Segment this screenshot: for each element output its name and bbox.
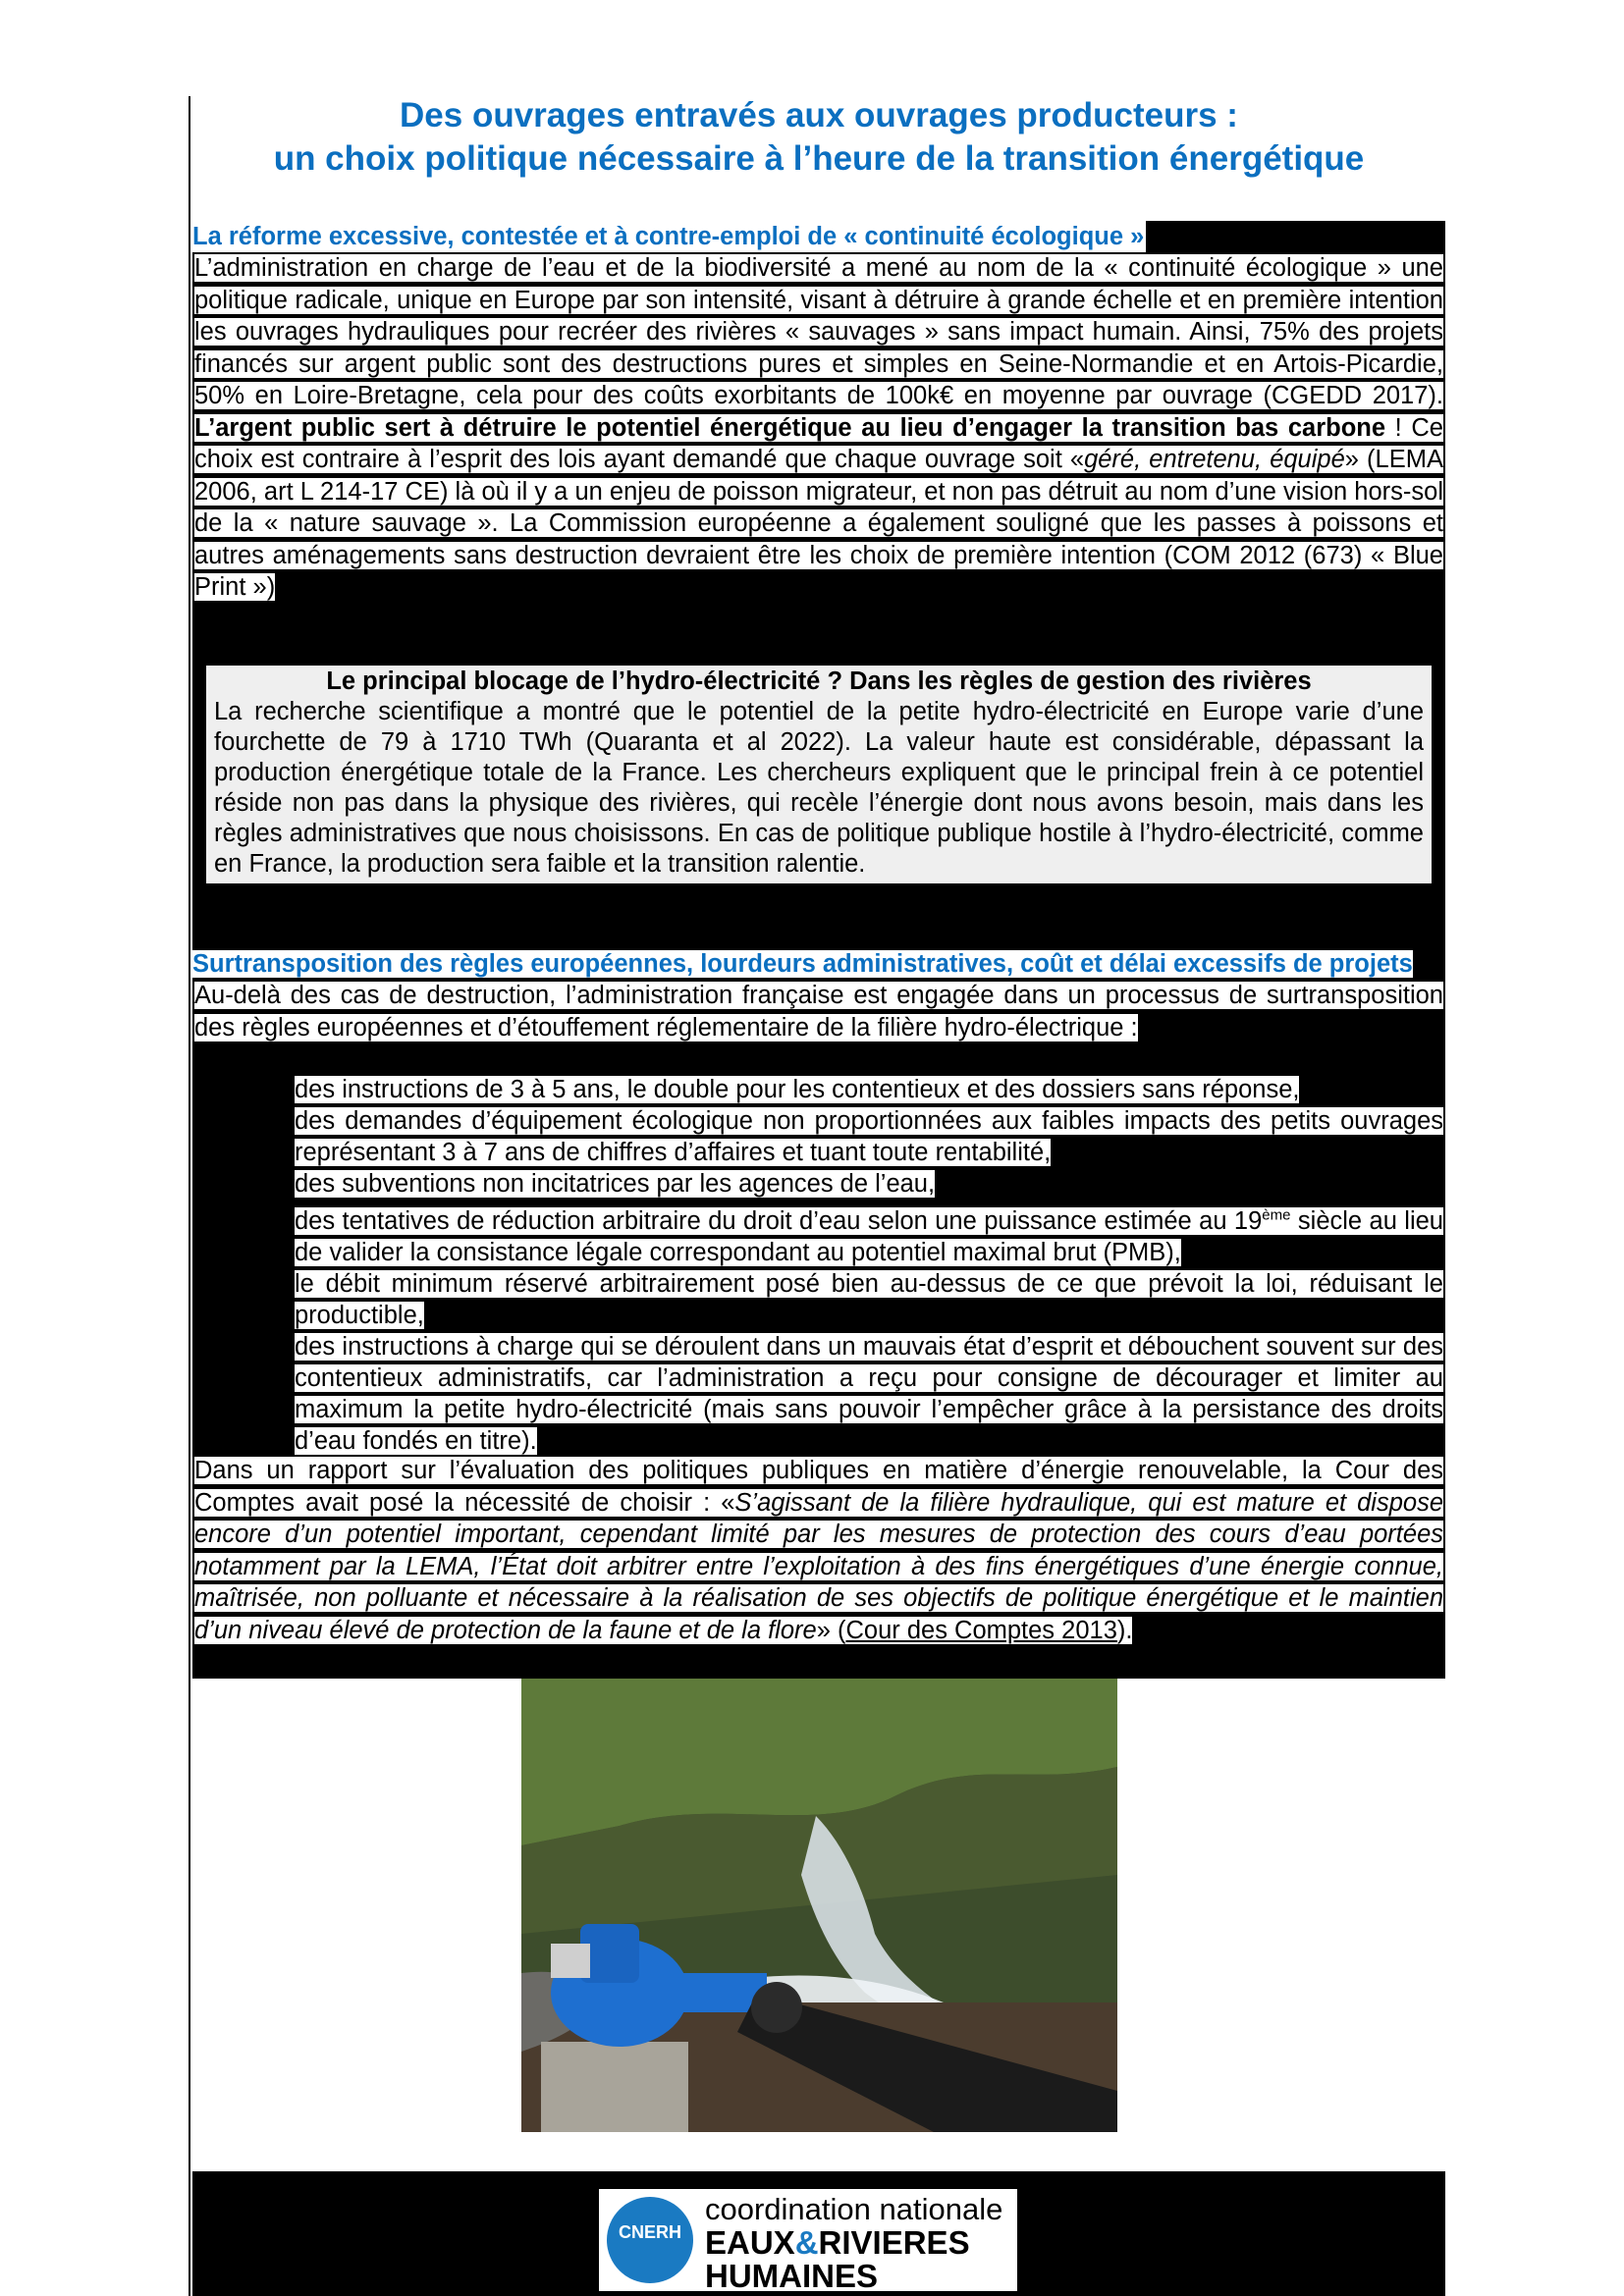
section-continuite <box>192 221 1445 604</box>
info-box-inner <box>206 666 1432 883</box>
section-1-text-a: L’administration en charge de l’eau et de la biodiversité a mené au nom de la « continuité écologique » une politique radicale, unique en Europe par son intensité, visant à détruire à grande échelle et en première intention les ouvrages hydrauliques pour recréer des rivières « sauvages » sans impact humain. Ainsi, 75% des projets financés sur argent public sont des destructions pures et simples en Seine-Normandie et en Artois-Picardie, 50% en Loire-Bretagne, cela pour des coûts exorbitants de 100k€ en moyenne par ouvrage (CGEDD 2017). <box>194 254 1443 409</box>
closing-text-c: ). <box>1116 1616 1133 1644</box>
list-item-droit-sup: ème <box>1262 1206 1291 1223</box>
turbine-photo-illustration <box>521 1679 1117 2132</box>
cour-des-comptes-paragraph <box>192 1455 1445 1646</box>
section-1-text-c: » (LEMA 2006, art L 214-17 CE) là où il y a un enjeu de poisson migrateur, et non pas détruit au nom d’une vision hors-sol de la « nature sauvage ». La Commission européenne a également souligné que les passes à poissons et autres aménagements sans destruction devraient être les choix de première intention (COM 2012 (673) « Blue Print ») <box>194 446 1443 601</box>
footer-band <box>192 2171 1445 2296</box>
section-2-intro: Au-delà des cas de destruction, l’administration française est engagée dans un processus de surtransposition des règles européennes et d’étouffement réglementaire de la filière hydro-électrique : <box>194 982 1443 1041</box>
list-item-text: des demandes d’équipement écologique non proportionnées aux faibles impacts des petits ouvrages représentant 3 à 7 ans de chiffres d’affaires et tuant toute rentabilité, <box>295 1107 1443 1166</box>
logo-wordmark <box>705 2193 1002 2293</box>
page-title-line-1: Des ouvrages entravés aux ouvrages producteurs : <box>400 96 1238 134</box>
cnerh-emblem-icon <box>607 2197 693 2283</box>
logo-eaux: EAUX <box>705 2224 795 2261</box>
list-item-text: le débit minimum réservé arbitrairement posé bien au-dessus de ce que prévoit la loi, réduisant le productible, <box>295 1269 1443 1329</box>
closing-text <box>192 1455 1445 1646</box>
section-1-paragraph <box>192 252 1445 604</box>
closing-quote: S’agissant de la filière hydraulique, qui est mature et dispose encore d’un potentiel important, cependant limité par les mesures de protection des cours d’eau portées notamment par la LEMA, l’État doit arbitrer entre l’exploitation à des fins énergétiques d’une énergie connue, maîtrisée, non polluante et nécessaire à la réalisation de ses objectifs de politique énergétique et le maintien d’un niveau élevé de protection de la faune et de la flore <box>194 1488 1444 1644</box>
list-item-droit-b: siècle au lieu de valider la consistance légale correspondant au potentiel maximal brut (PMB), <box>295 1206 1443 1266</box>
logo-line-2 <box>705 2226 1002 2260</box>
section-1-text-b: ! Ce choix est contraire à l’esprit des lois ayant demandé que chaque ouvrage soit « <box>194 413 1443 473</box>
info-box-text: La recherche scientifique a montré que le potentiel de la petite hydro-électricité en Europe varie d’une fourchette de 79 à 1710 TWh (Quaranta et al 2022). La valeur haute est considérable, dépassant la production énergétique totale de la France. Les chercheurs expliquent que le principal frein à ce potentiel réside non pas dans la physique des rivières, qui recèle l’énergie dont nous avons besoin, mais dans les règles administratives que nous choisissons. En cas de politique publique hostile à l’hydro-électricité, comme en France, la production sera faible et la transition ralentie. <box>214 698 1424 878</box>
list-item-text: des instructions à charge qui se déroulent dans un mauvais état d’esprit et débouchent souvent sur des contentieux administratifs, car l’administration a reçu pour consigne de décourager et limiter au maximum la petite hydro-électricité (mais sans pouvoir l’empêcher grâce à la persistance des droits d’eau fondés en titre). <box>295 1332 1443 1455</box>
cnerh-logo <box>599 2189 1017 2294</box>
turbine-photo <box>521 1679 1117 2132</box>
problem-list <box>192 1074 1445 1457</box>
closing-text-a: Dans un rapport sur l’évaluation des politiques publiques en matière d’énergie renouvelable, la Cour des Comptes avait posé la nécessité de choisir : « <box>194 1457 1443 1517</box>
list-item-text <box>295 1207 1443 1266</box>
list-item <box>192 1074 1445 1105</box>
closing-text-b: » ( <box>816 1616 846 1644</box>
section-2-heading: Surtransposition des règles européennes, lourdeurs administratives, coût et délai excessifs de projets <box>192 950 1413 978</box>
list-item <box>192 1331 1445 1457</box>
section-1-italic: géré, entretenu, équipé <box>1084 446 1345 473</box>
cour-des-comptes-link[interactable]: Cour des Comptes 2013 <box>845 1616 1117 1644</box>
logo-initials: CNERH <box>618 2222 681 2242</box>
section-surtransposition <box>192 948 1445 1043</box>
list-item-text: des subventions non incitatrices par les agences de l’eau, <box>295 1170 936 1198</box>
section-1-bold: L’argent public sert à détruire le potentiel énergétique au lieu d’engager la transition bas carbone <box>194 413 1386 442</box>
logo-line-1: coordination nationale <box>705 2192 1003 2226</box>
logo-line-3: HUMAINES <box>705 2258 879 2294</box>
page-title-line-2: un choix politique nécessaire à l’heure de la transition énergétique <box>273 139 1365 178</box>
list-item-text: des instructions de 3 à 5 ans, le double pour les contentieux et des dossiers sans réponse, <box>295 1076 1300 1103</box>
section-1-heading: La réforme excessive, contestée et à contre-emploi de « continuité écologique » <box>192 223 1145 250</box>
left-margin-rule <box>189 96 190 2296</box>
title-block <box>190 94 1447 181</box>
list-item-droit-a: des tentatives de réduction arbitraire du droit d’eau selon une puissance estimée au 19 <box>295 1206 1263 1235</box>
logo-rivieres: RIVIERES <box>818 2224 970 2261</box>
info-box-title: Le principal blocage de l’hydro-électricité ? Dans les règles de gestion des rivières <box>326 667 1312 695</box>
logo-amp: & <box>794 2224 819 2261</box>
list-item <box>192 1105 1445 1168</box>
list-item <box>192 1168 1445 1200</box>
info-box <box>196 664 1443 887</box>
list-item <box>192 1200 1445 1268</box>
list-item <box>192 1268 1445 1331</box>
section-2-intro-wrap <box>192 980 1445 1043</box>
